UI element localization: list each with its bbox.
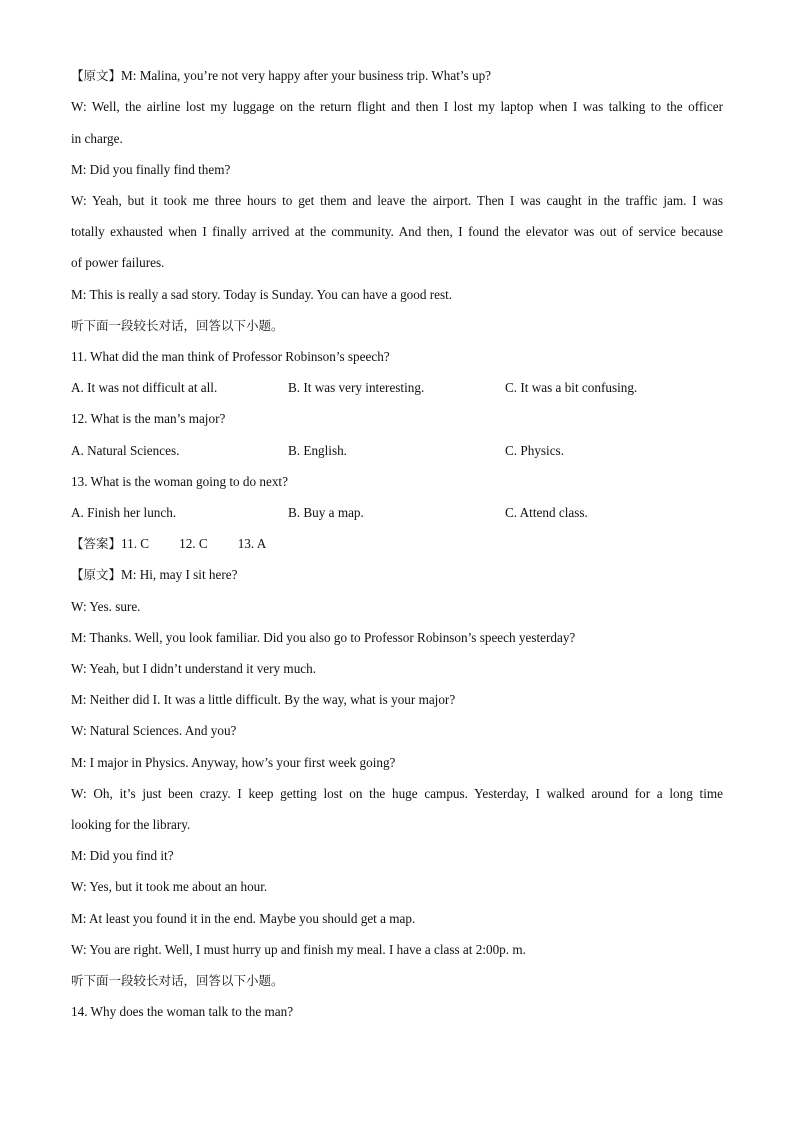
transcript-line: of power failures.: [71, 255, 165, 270]
answer-tag: 【答案】: [71, 536, 122, 551]
transcript-line: in charge.: [71, 131, 123, 146]
answer-item: 12. C: [179, 536, 208, 551]
transcript-text: M: Hi, may I sit here?: [121, 567, 238, 582]
section-instruction: 听下面一段较长对话，回答以下小题。: [71, 973, 284, 988]
option-a: A. Finish her lunch.: [71, 505, 177, 520]
transcript-line: W: Oh, it’s just been crazy. I keep getting lost on the huge campus. Yesterday, I walked around for a long time: [71, 786, 723, 801]
transcript-line: M: Neither did I. It was a little difficult. By the way, what is your major?: [71, 692, 456, 707]
answer-item: 13. A: [237, 536, 267, 551]
question-stem: 12. What is the man’s major?: [71, 411, 226, 426]
transcript-line: M: I major in Physics. Anyway, how’s your first week going?: [71, 755, 396, 770]
yuanwen-tag: 【原文】: [71, 567, 122, 582]
transcript-line: M: This is really a sad story. Today is Sunday. You can have a good rest.: [71, 287, 453, 302]
section-instruction: 听下面一段较长对话，回答以下小题。: [71, 318, 284, 333]
transcript-line: M: At least you found it in the end. Maybe you should get a map.: [71, 911, 416, 926]
transcript-line: totally exhausted when I finally arrived at the community. And then, I found the elevator was out of service because: [71, 224, 723, 239]
transcript-line: W: Yeah, but I didn’t understand it very much.: [71, 661, 317, 676]
option-c: C. Physics.: [505, 443, 564, 458]
transcript-text: M: Malina, you’re not very happy after your business trip. What’s up?: [121, 68, 492, 83]
answer-line: [71, 535, 723, 553]
option-a: A. Natural Sciences.: [71, 443, 180, 458]
transcript-line: [71, 566, 723, 584]
transcript-line: W: You are right. Well, I must hurry up and finish my meal. I have a class at 2:00p. m.: [71, 942, 526, 957]
transcript-line: W: Yes. sure.: [71, 599, 141, 614]
transcript-line: W: Yes, but it took me about an hour.: [71, 879, 268, 894]
option-b: B. Buy a map.: [288, 505, 364, 520]
option-b: B. It was very interesting.: [288, 380, 425, 395]
transcript-line: W: Well, the airline lost my luggage on the return flight and then I lost my laptop when I was talking to the officer: [71, 99, 723, 114]
transcript-line: M: Did you finally find them?: [71, 162, 231, 177]
transcript-line: W: Natural Sciences. And you?: [71, 723, 237, 738]
transcript-line: W: Yeah, but it took me three hours to get them and leave the airport. Then I was caught in the traffic jam. I was: [71, 193, 723, 208]
question-stem: 11. What did the man think of Professor Robinson’s speech?: [71, 349, 390, 364]
option-c: C. Attend class.: [505, 505, 588, 520]
transcript-line: [71, 67, 723, 85]
option-b: B. English.: [288, 443, 347, 458]
question-stem: 13. What is the woman going to do next?: [71, 474, 288, 489]
question-stem: 14. Why does the woman talk to the man?: [71, 1004, 294, 1019]
transcript-line: M: Thanks. Well, you look familiar. Did you also go to Professor Robinson’s speech yesterday?: [71, 630, 576, 645]
transcript-line: looking for the library.: [71, 817, 191, 832]
option-a: A. It was not difficult at all.: [71, 380, 218, 395]
option-c: C. It was a bit confusing.: [505, 380, 638, 395]
answer-item: 11. C: [121, 536, 150, 551]
yuanwen-tag: 【原文】: [71, 68, 122, 83]
transcript-line: M: Did you find it?: [71, 848, 174, 863]
